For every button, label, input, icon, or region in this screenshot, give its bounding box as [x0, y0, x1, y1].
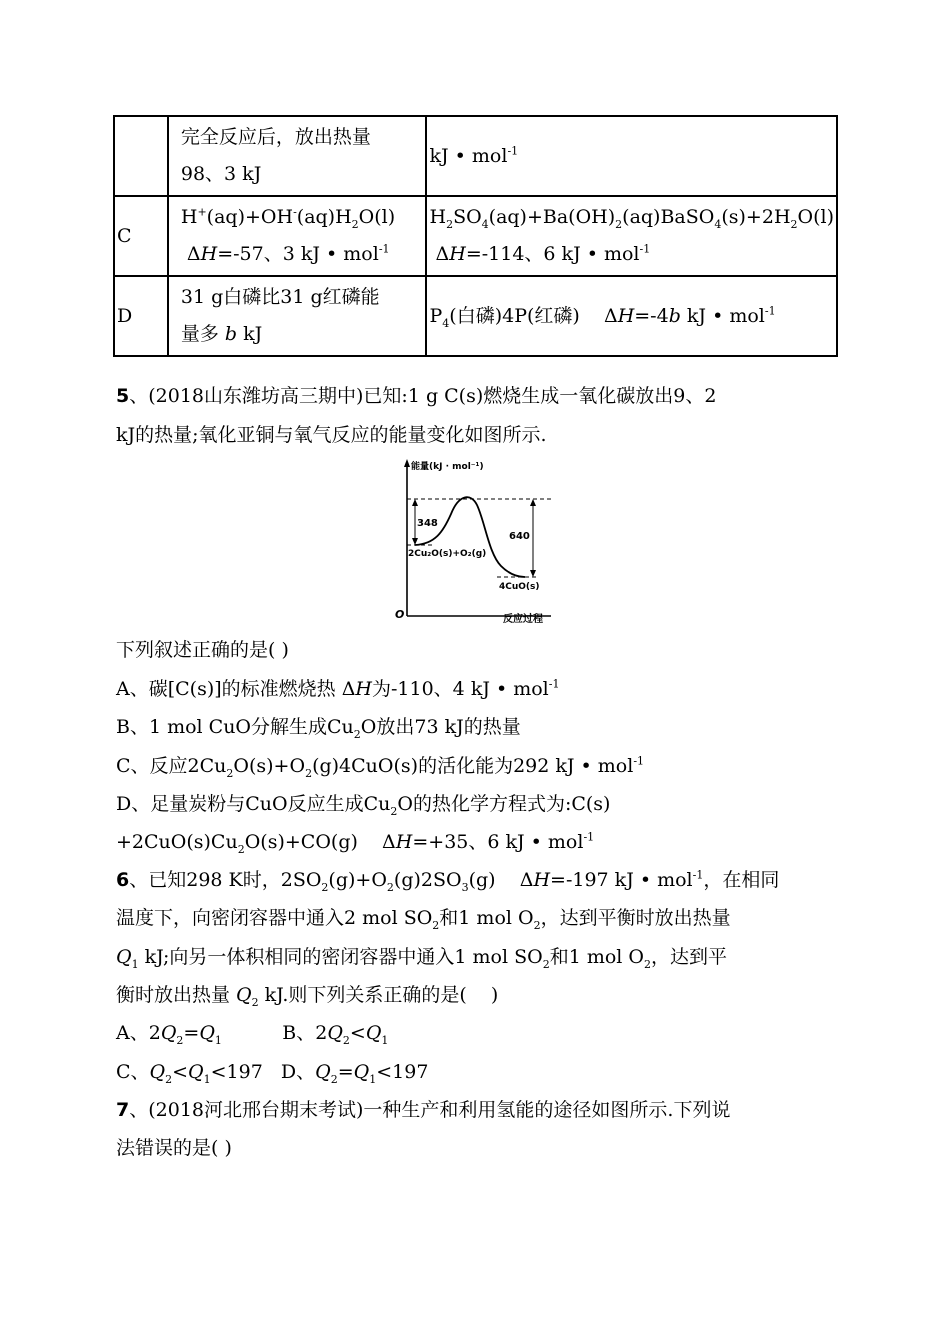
equation-cell — [426, 196, 837, 276]
q5-option-c: C、反应$2Cu_2O(s)+O_2(g)4CuO(s)$的活化能为292 kJ • mol$^{-1}$ — [116, 754, 645, 780]
statement-cell — [168, 116, 427, 196]
q5-option-b: B、1 mol CuO分解生成$Cu_2O$放出73 kJ的热量 — [116, 716, 521, 741]
arrow-head — [530, 499, 536, 506]
statement-cell — [168, 276, 427, 356]
q5-option-d-cont: $+2CuO(s)Cu_2O(s)+CO(g)$ ΔH=+35、6 kJ • mol$^{-1}$ — [116, 830, 595, 856]
q5-text: 、(2018山东潍坊高三期中)已知:1 g C(s)燃烧生成一氧化碳放出9、2 — [129, 385, 717, 407]
energy-diagram — [393, 456, 558, 624]
equation-text: ΔH=-114、6 kJ • mol$^{-1}$ — [429, 242, 651, 265]
q6-line-4: 衡时放出热量 $Q_2$ kJ.则下列关系正确的是( ) — [116, 984, 499, 1009]
q7-line-2: 法错误的是( ) — [116, 1137, 232, 1159]
statement-text: 98、3 kJ — [180, 163, 262, 185]
q6-options-row-2: C、$Q_2<Q_1<197$ D、$Q_2=Q_1<197$ — [116, 1061, 429, 1086]
equation-cell — [426, 276, 837, 356]
statement-text: ΔH=-57、3 kJ • mol$^{-1}$ — [180, 242, 390, 265]
q6-line-1: 6、已知298 K时，$2SO_2(g)+O_2(g)2SO_3(g)$ ΔH=-197 kJ • mol$^{-1}$，在相同 — [116, 868, 780, 894]
row-label: D — [114, 276, 168, 356]
table-row — [114, 196, 837, 276]
q7-text: 、(2018河北邢台期末考试)一种生产和利用氢能的途径如图所示.下列说 — [129, 1099, 731, 1121]
equation-cell — [426, 116, 837, 196]
equation-text: $P_4$(白磷)4P(红磷) ΔH=-4b kJ • mol$^{-1}$ — [429, 304, 776, 330]
q6-options-row-1: A、$2Q_2=Q_1$ B、$2Q_2<Q_1$ — [116, 1022, 389, 1047]
activation-label: 348 — [417, 518, 438, 529]
statement-text: 量多 b kJ — [180, 323, 263, 345]
statement-text: $H^+(aq)+OH^-(aq)H_2O(l)$ — [180, 205, 396, 231]
statement-text: 完全反应后，放出热量 — [180, 126, 371, 148]
origin-label: O — [395, 608, 405, 621]
q5-line-2: kJ的热量;氧化亚铜与氧气反应的能量变化如图所示. — [116, 424, 547, 446]
product-label: 4CuO(s) — [499, 582, 540, 592]
options-table — [113, 115, 838, 357]
question-number: 7 — [116, 1099, 130, 1121]
q5-option-d: D、足量炭粉与CuO反应生成$Cu_2O$的热化学方程式为:C(s) — [116, 793, 611, 818]
table-row — [114, 116, 837, 196]
q7-line-1 — [116, 1098, 730, 1122]
y-axis-arrow — [404, 459, 410, 467]
table-row — [114, 276, 837, 356]
y-axis-label: 能量(kJ · mol⁻¹) — [411, 462, 484, 472]
q6-line-3: $Q_1$ kJ;向另一体积相同的密闭容器中通入1 mol $SO_2$和1 mol $O_2$，达到平 — [116, 946, 727, 971]
x-axis-label: 反应过程 — [503, 614, 543, 624]
question-number: 5 — [116, 385, 130, 407]
statement-text: 31 g白磷比31 g红磷能 — [180, 286, 380, 308]
row-label: C — [114, 196, 168, 276]
statement-cell — [168, 196, 427, 276]
q6-line-2: 温度下，向密闭容器中通入2 mol $SO_2$和1 mol $O_2$，达到平衡时放出热量 — [116, 907, 731, 932]
q5-line-1 — [116, 384, 716, 408]
q5-prompt: 下列叙述正确的是( ) — [116, 639, 289, 661]
arrow-head — [412, 499, 418, 506]
question-number: 6 — [116, 869, 130, 891]
q5-option-a: A、碳[C(s)]的标准燃烧热 ΔH为-110、4 kJ • mol$^{-1}$ — [116, 677, 560, 700]
equation-text: $H_2SO_4(aq)+Ba(OH)_2(aq)BaSO_4(s)+2H_2O(l)$ — [429, 206, 834, 231]
reactant-label: 2Cu₂O(s)+O₂(g) — [408, 549, 487, 559]
reverse-label: 640 — [509, 531, 530, 542]
equation-text: kJ • mol$^{-1}$ — [429, 144, 519, 167]
arrow-head — [530, 570, 536, 577]
row-label — [114, 116, 168, 196]
